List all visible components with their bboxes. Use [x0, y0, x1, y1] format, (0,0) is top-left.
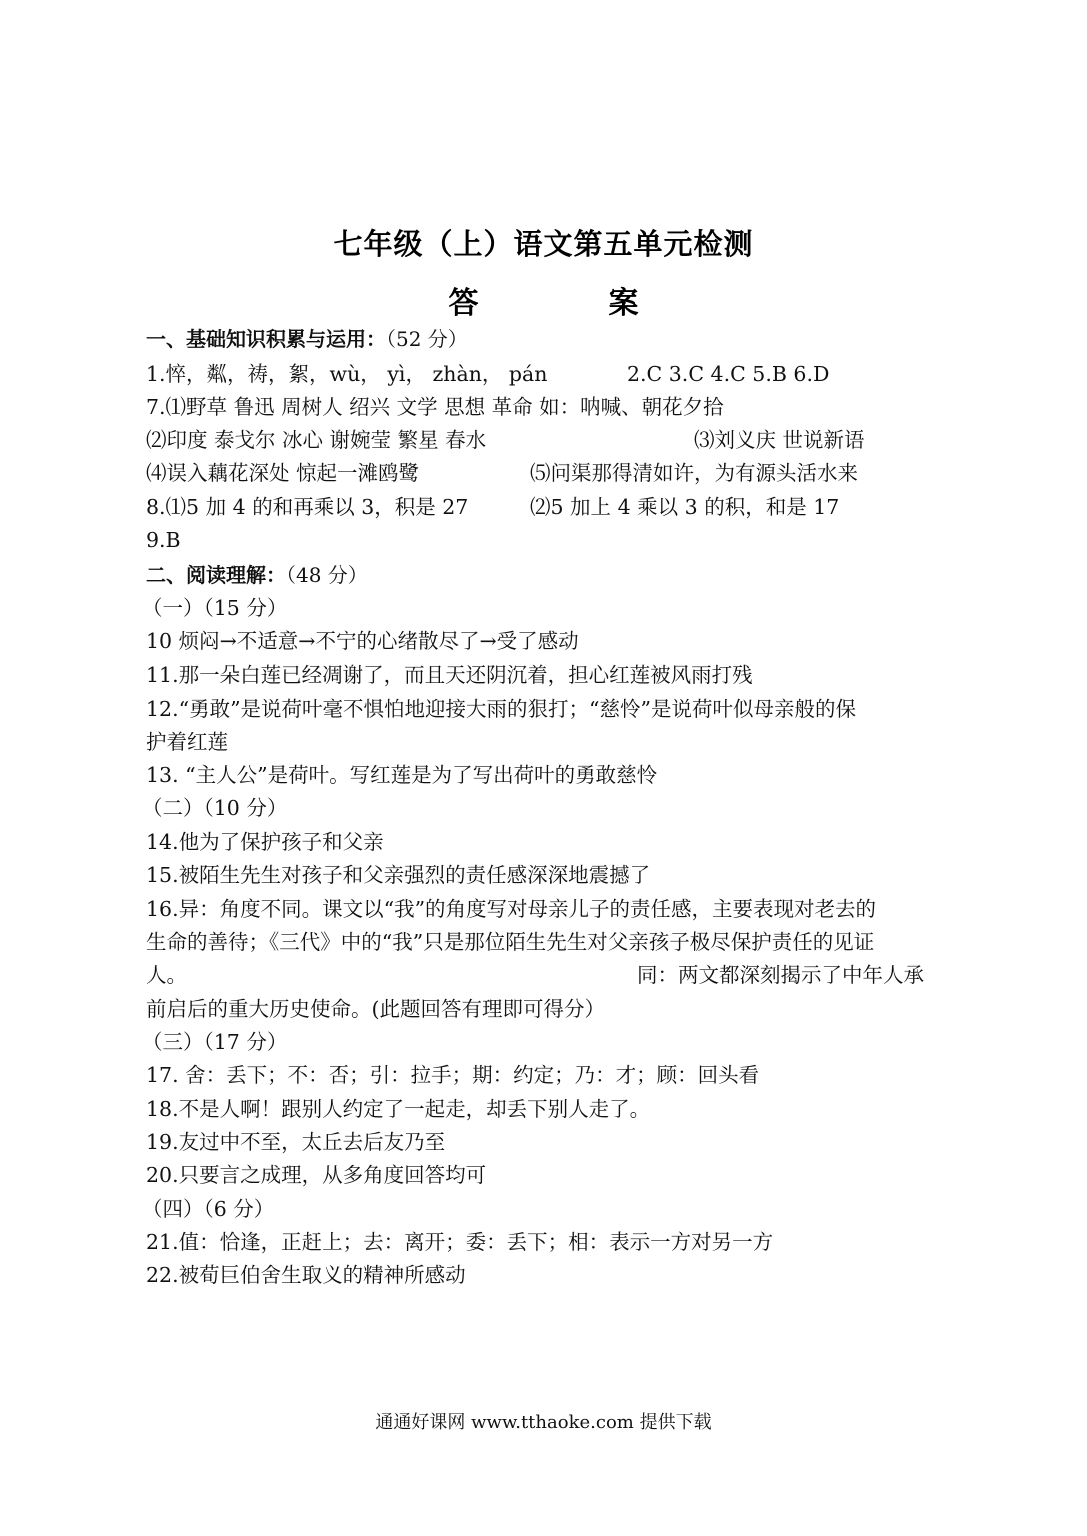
answer-20: 20.只要言之成理，从多角度回答均可	[146, 1163, 487, 1187]
answer-line-1	[146, 361, 547, 387]
section2-heading-text: 二、阅读理解：	[146, 563, 286, 587]
subtitle-left: 答	[448, 286, 479, 321]
answer-line-7-4	[146, 460, 419, 486]
section1-score: （52 分）	[386, 327, 468, 351]
answer-line-7-2	[146, 427, 486, 453]
answer-7-2-text: ⑵印度 泰戈尔 冰心 谢婉莹 繁星 春水	[146, 428, 487, 452]
answer-7-3-text: ⑶刘义庆 世说新语	[694, 428, 865, 452]
answer-16-line-3a: 人。	[146, 963, 187, 987]
answer-7-5-text: ⑸问渠那得清如许，为有源头活水来	[530, 461, 858, 485]
answer-16-line-3b: 同：两文都深刻揭示了中年人承	[637, 963, 924, 987]
answer-8-2-text: ⑵5 加上 4 乘以 3 的积，和是 17	[530, 495, 840, 519]
answer-2-6-text: 2.C 3.C 4.C 5.B 6.D	[627, 362, 830, 386]
answer-line-7-5	[530, 460, 858, 486]
answer-21: 21.值：恰逢，正赶上；去：离开；委：丢下；相：表示一方对另一方	[146, 1230, 774, 1254]
section1-heading-text: 一、基础知识积累与运用：	[146, 327, 386, 351]
answer-16-line-4: 前启后的重大历史使命。(此题回答有理即可得分）	[146, 997, 605, 1021]
answer-1-text: 1.悴，粼，祷，絮，wù， yì， zhàn， pán	[146, 362, 548, 386]
answer-16-line-2: 生命的善待；《三代》中的“我”只是那位陌生先生对父亲孩子极尽保护责任的见证	[146, 930, 875, 954]
answer-13: 13. “主人公”是荷叶。写红莲是为了写出荷叶的勇敢慈怜	[146, 763, 658, 787]
part-1-heading: （一）（15 分）	[142, 596, 288, 620]
page-title: 七年级（上）语文第五单元检测	[333, 227, 754, 261]
answer-line-7-1	[146, 394, 724, 420]
answer-11: 11.那一朵白莲已经凋谢了，而且天还阴沉着，担心红莲被风雨打残	[146, 663, 753, 687]
answer-12-line-1: 12.“勇敢”是说荷叶毫不惧怕地迎接大雨的狠打；“慈怜”是说荷叶似母亲般的保	[146, 697, 857, 721]
section1-heading	[146, 326, 468, 352]
answer-line-9	[146, 527, 181, 553]
answer-15: 15.被陌生先生对孩子和父亲强烈的责任感深深地震撼了	[146, 863, 651, 887]
page-footer: 通通好课网 www.tthaoke.com 提供下载	[375, 1412, 712, 1433]
answer-line-7-3	[694, 427, 865, 453]
answer-14: 14.他为了保护孩子和父亲	[146, 830, 384, 854]
answer-16-line-1: 16.异：角度不同。课文以“我”的角度写对母亲儿子的责任感，主要表现对老去的	[146, 897, 877, 921]
part-3-heading: （三）（17 分）	[142, 1030, 288, 1054]
answer-17: 17. 舍：丢下；不：否；引：拉手；期：约定；乃：才；顾：回头看	[146, 1063, 760, 1087]
answer-12-line-2: 护着红莲	[146, 730, 228, 754]
part-4-heading: （四）（6 分）	[142, 1197, 275, 1221]
section2-score: （48 分）	[286, 563, 368, 587]
answer-line-8-2	[530, 494, 839, 520]
answer-10: 10 烦闷→不适意→不宁的心绪散尽了→受了感动	[146, 629, 579, 653]
part-2-heading: （二）（10 分）	[142, 796, 288, 820]
answer-line-8-1	[146, 494, 468, 520]
answer-8-1-text: 8.⑴5 加 4 的和再乘以 3，积是 27	[146, 495, 469, 519]
answer-19: 19.友过中不至，太丘去后友乃至	[146, 1130, 446, 1154]
section2-heading	[146, 562, 368, 588]
answer-line-2-6	[627, 361, 829, 387]
answer-7-4-text: ⑷误入藕花深处 惊起一滩鸥鹭	[146, 461, 420, 485]
answer-18: 18.不是人啊！跟别人约定了一起走，却丢下别人走了。	[146, 1097, 651, 1121]
answer-22: 22.被荀巨伯舍生取义的精神所感动	[146, 1263, 466, 1287]
subtitle-right: 案	[608, 286, 639, 321]
page-subtitle	[0, 278, 1087, 322]
answer-9-text: 9.B	[146, 528, 181, 552]
answer-7-1-text: 7.⑴野草 鲁迅 周树人 绍兴 文学 思想 革命 如：呐喊、朝花夕拾	[146, 395, 724, 419]
